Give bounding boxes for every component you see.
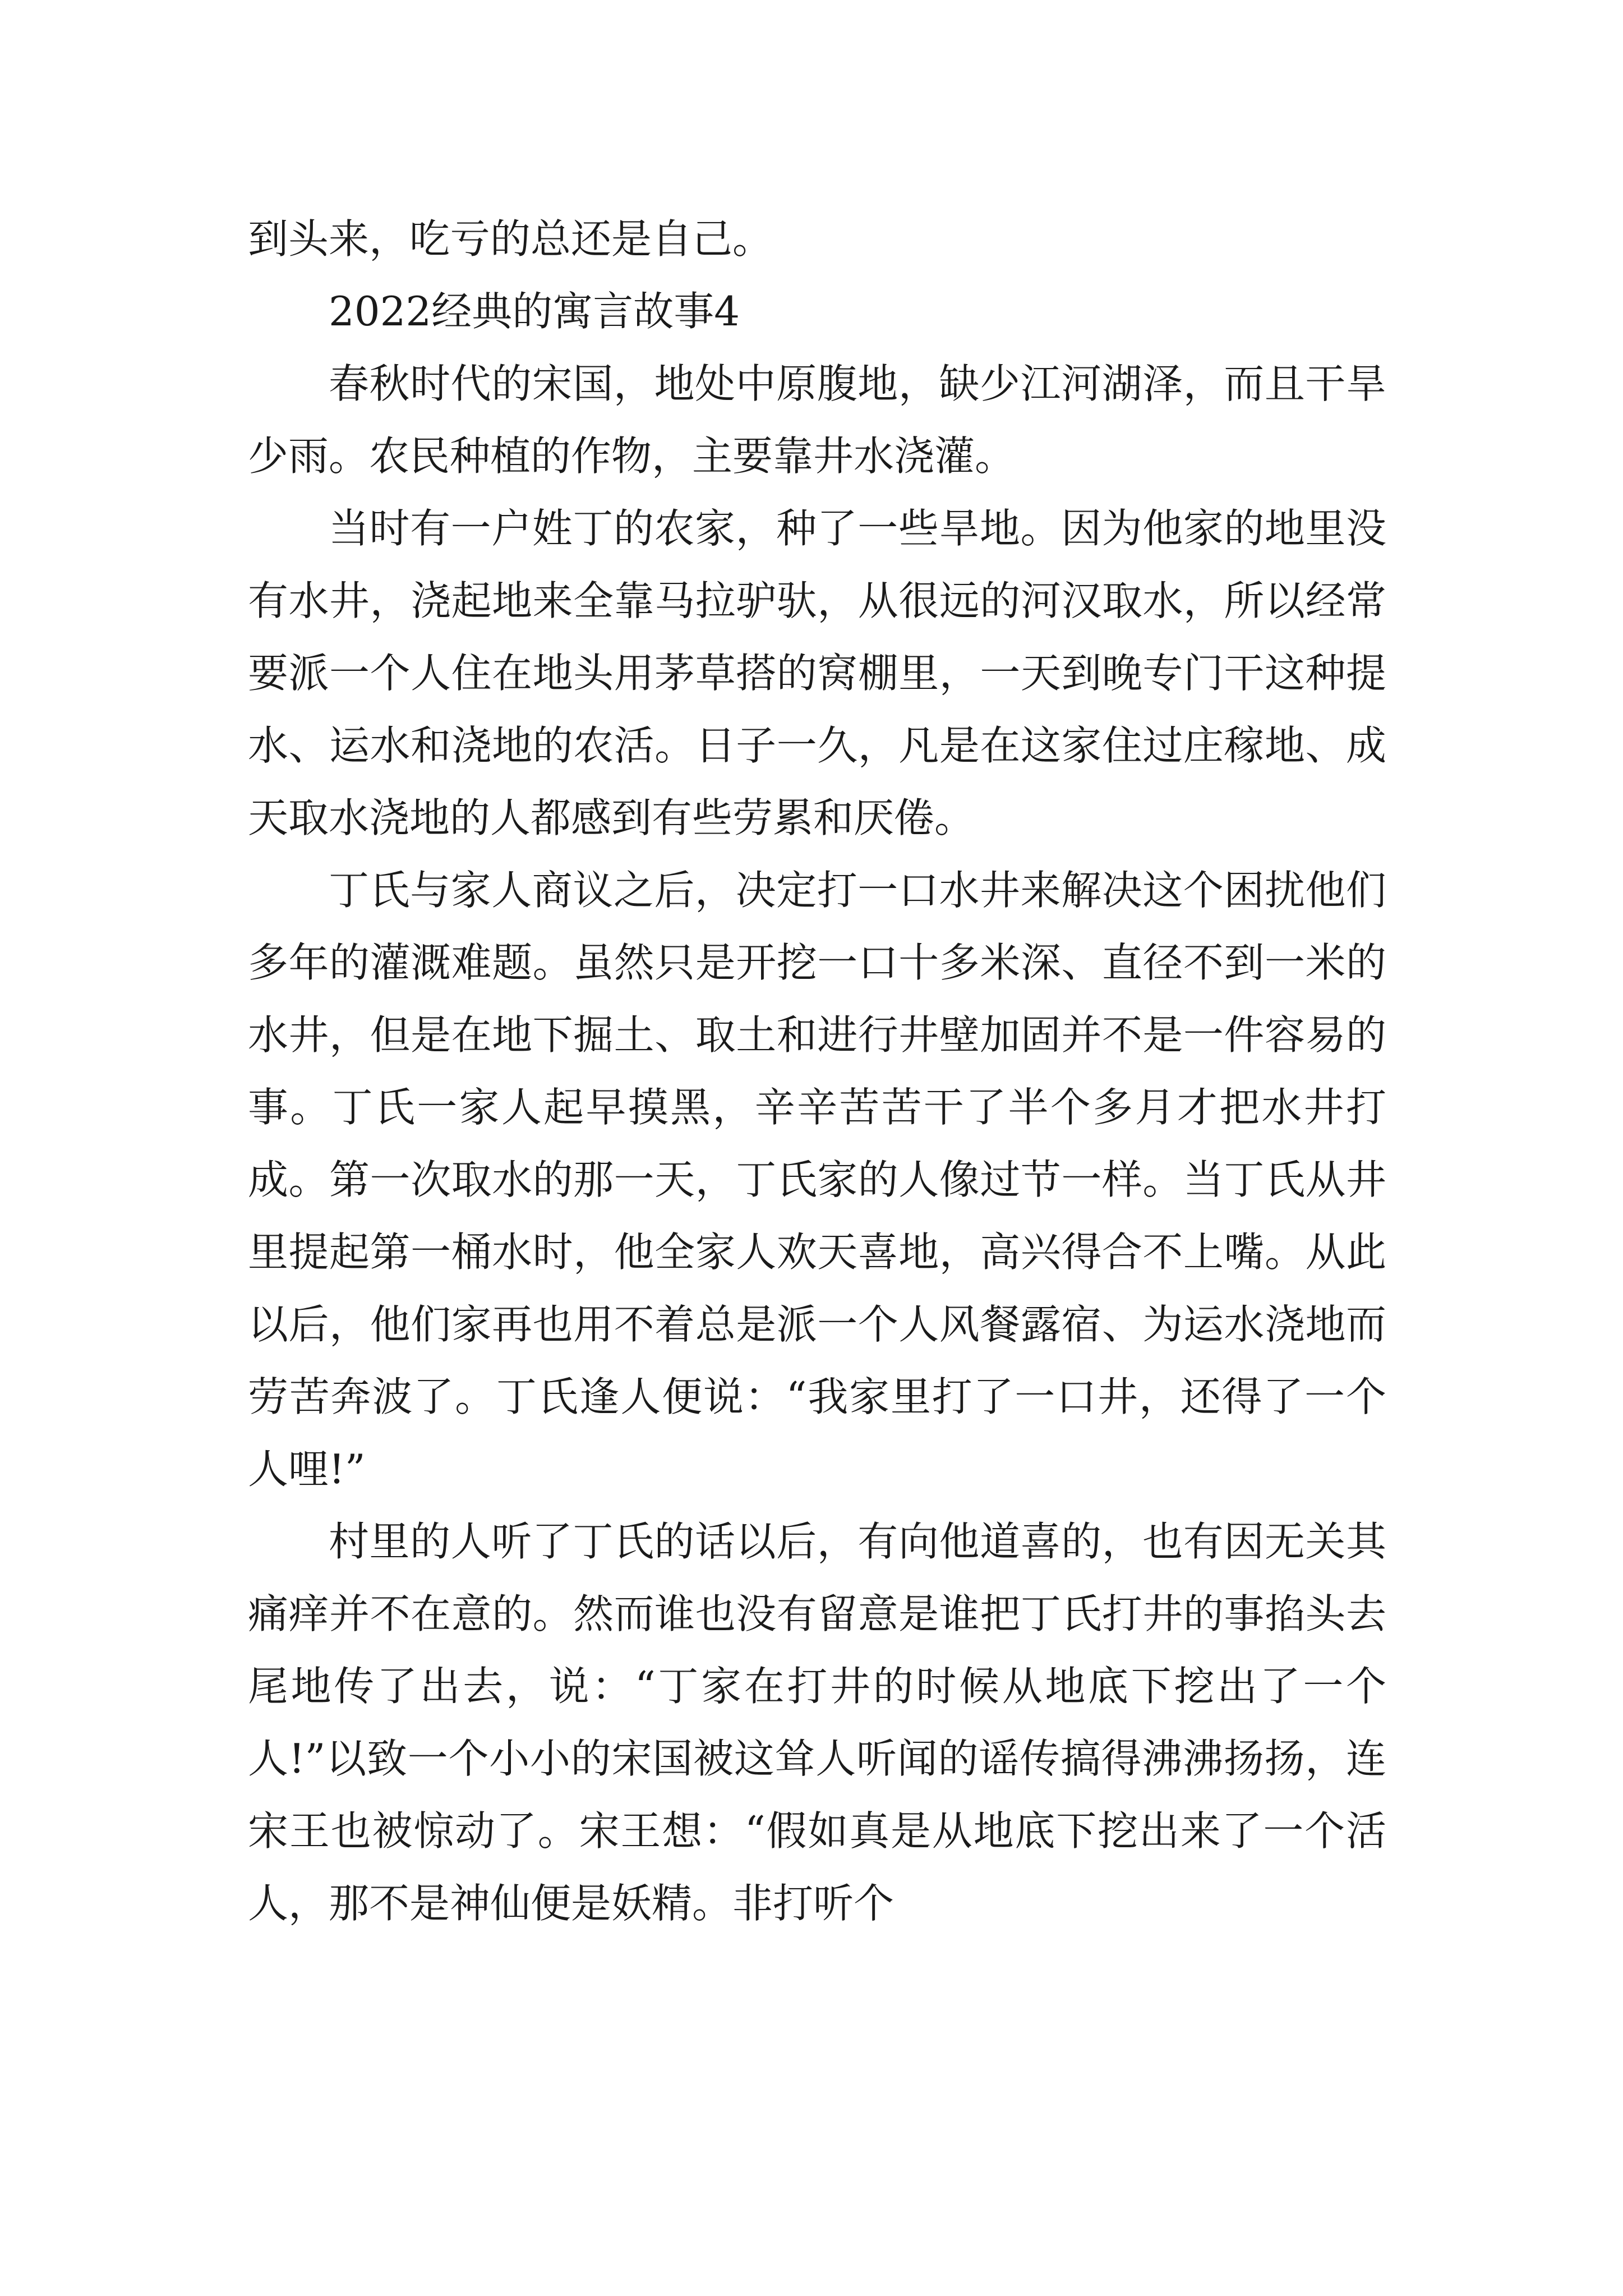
section-title: 2022经典的寓言故事4: [329, 288, 740, 335]
story-paragraph-4: 村里的人听了丁氏的话以后，有向他道喜的，也有因无关其痛痒并不在意的。然而谁也没有留意是谁把丁氏打井的事掐头去尾地传了出去，说：“丁家在打井的时候从地底下挖出了一个人!”以致一个小小的宋国被这耸人听闻的谣传搞得沸沸扬扬，连宋王也被惊动了。宋王想：“假如真是从地底下挖出来了一个活人，那不是神仙便是妖精。非打听个: [248, 1518, 1386, 1927]
story-paragraph-3: 丁氏与家人商议之后，决定打一口水井来解决这个困扰他们多年的灌溉难题。虽然只是开挖一口十多米深、直径不到一米的水井，但是在地下掘土、取土和进行井壁加固并不是一件容易的事。丁氏一家人起早摸黑，辛辛苦苦干了半个多月才把水井打成。第一次取水的那一天，丁氏家的人像过节一样。当丁氏从井里提起第一桶水时，他全家人欢天喜地，高兴得合不上嘴。从此以后，他们家再也用不着总是派一个人风餐露宿、为运水浇地而劳苦奔波了。丁氏逢人便说：“我家里打了一口井，还得了一个人哩!”: [248, 867, 1386, 1493]
continuation-paragraph: 到头来，吃亏的总还是自己。: [248, 215, 773, 263]
story-paragraph-1: 春秋时代的宋国，地处中原腹地，缺少江河湖泽，而且干旱少雨。农民种植的作物，主要靠井水浇灌。: [248, 360, 1386, 480]
story-paragraph-2: 当时有一户姓丁的农家，种了一些旱地。因为他家的地里没有水井，浇起地来全靠马拉驴驮，从很远的河汉取水，所以经常要派一个人住在地头用茅草搭的窝棚里，一天到晚专门干这种提水、运水和浇地的农活。日子一久，凡是在这家住过庄稼地、成天取水浇地的人都感到有些劳累和厌倦。: [248, 505, 1386, 841]
document-body: [248, 203, 1386, 1940]
